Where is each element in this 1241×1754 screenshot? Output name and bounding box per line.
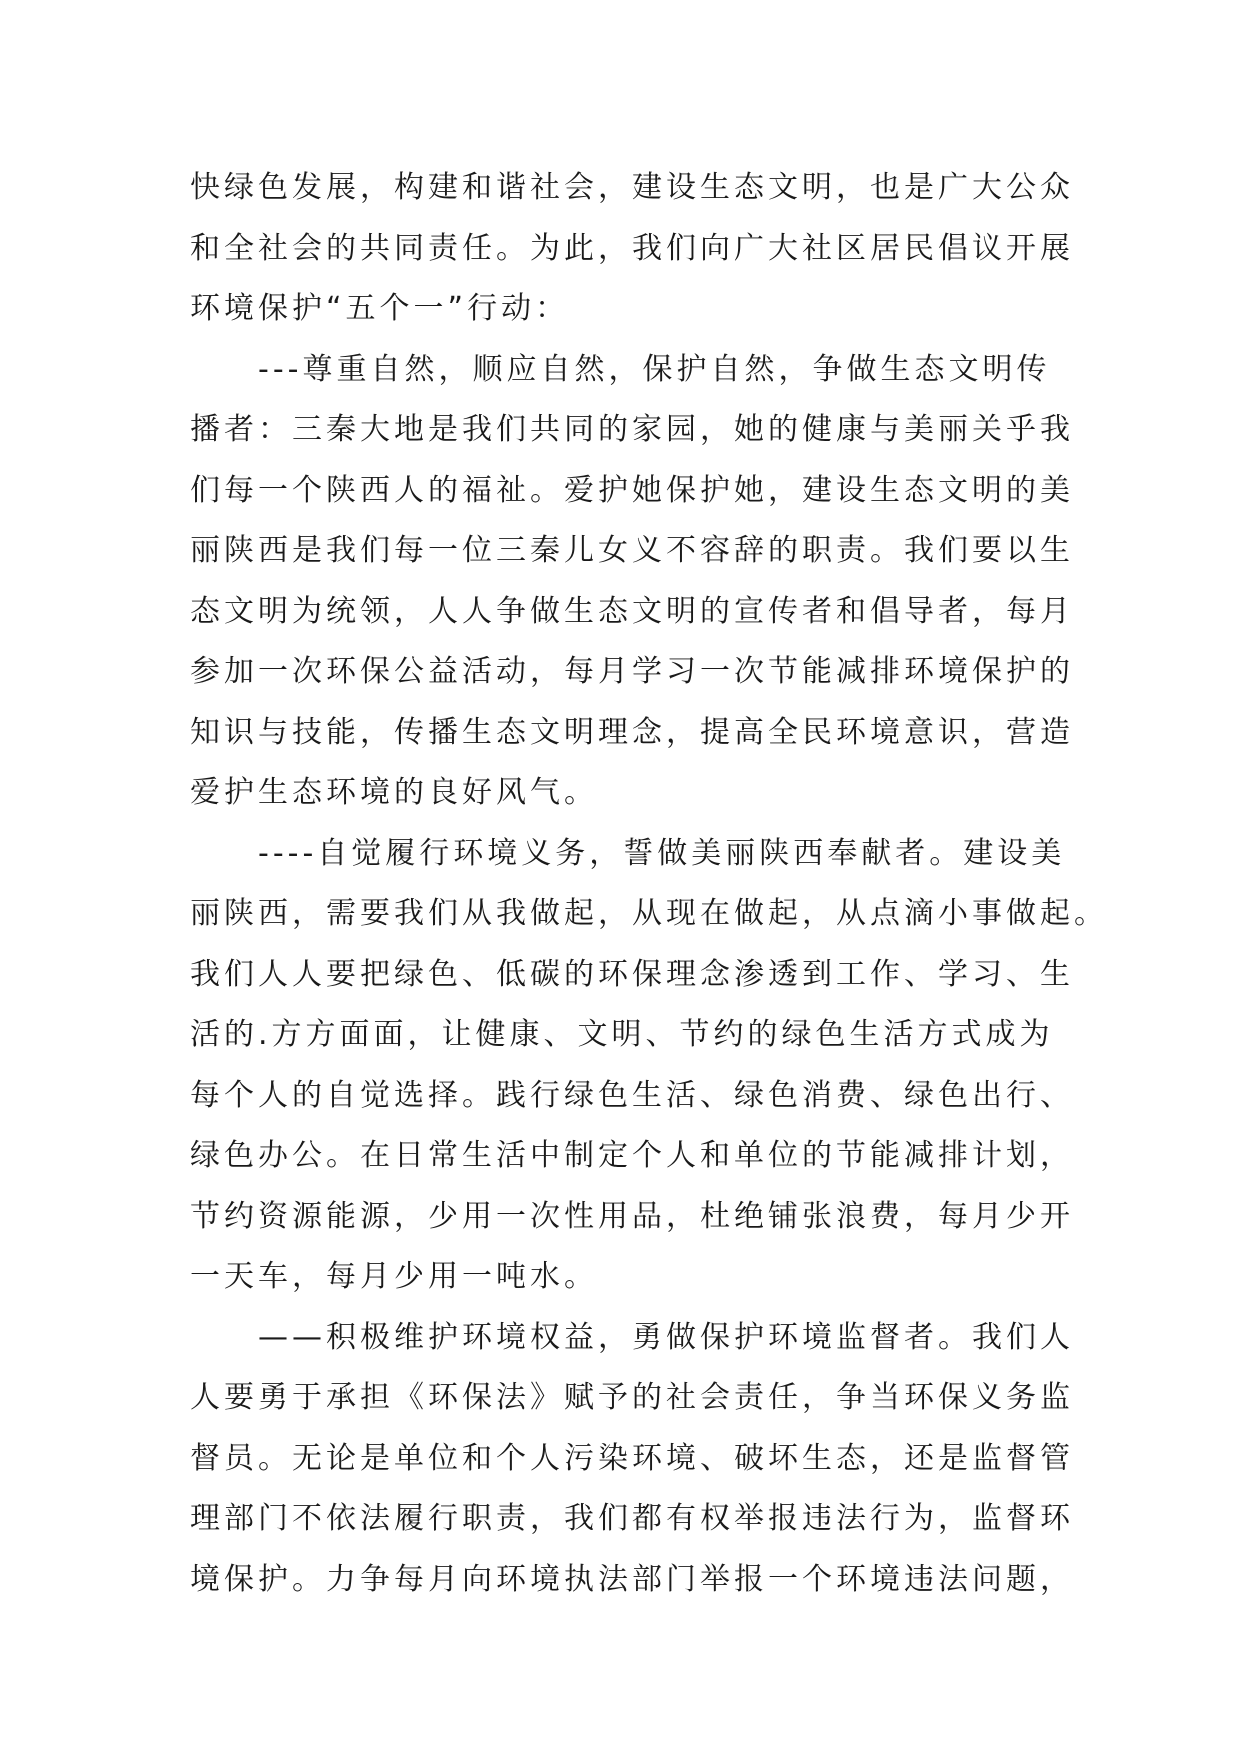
- text-line: 一天车，每月少用一吨水。: [190, 1259, 598, 1294]
- text-line: 知识与技能，传播生态文明理念，提高全民环境意识，营造: [190, 714, 1074, 750]
- text-line: 理部门不依法履行职责，我们都有权举报违法行为，监督环: [190, 1501, 1074, 1536]
- text-line: 们每一个陕西人的福祉。爱护她保护她，建设生态文明的美: [190, 472, 1074, 508]
- text-line: 活的.方方面面，让健康、文明、节约的绿色生活方式成为: [190, 1017, 1054, 1052]
- text-line: 人要勇于承担《环保法》赋予的社会责任，争当环保义务监: [190, 1380, 1074, 1415]
- text-line: 快绿色发展，构建和谐社会，建设生态文明，也是广大公众: [190, 170, 1074, 205]
- paragraph-start-line: ——积极维护环境权益，勇做保护环境监督者。我们人: [258, 1319, 1074, 1355]
- text-line: 参加一次环保公益活动，每月学习一次节能减排环境保护的: [190, 654, 1074, 689]
- paragraph-start-line: ---尊重自然，顺应自然，保护自然，争做生态文明传: [258, 351, 1051, 387]
- text-line: 播者：三秦大地是我们共同的家园，她的健康与美丽关乎我: [190, 412, 1074, 447]
- text-line: 境保护。力争每月向环境执法部门举报一个环境违法问题，: [190, 1561, 1074, 1597]
- text-line: 丽陕西，需要我们从我做起，从现在做起，从点滴小事做起。: [190, 896, 1108, 931]
- text-line: 节约资源能源，少用一次性用品，杜绝铺张浪费，每月少开: [190, 1198, 1074, 1234]
- text-line: 我们人人要把绿色、低碳的环保理念渗透到工作、学习、生: [190, 956, 1074, 992]
- text-line: 环境保护“五个一”行动：: [190, 291, 570, 326]
- document-body: [190, 158, 1108, 1610]
- text-line: 爱护生态环境的良好风气。: [190, 775, 598, 810]
- paragraph-start-line: ----自觉履行环境义务，誓做美丽陕西奉献者。建设美: [258, 835, 1066, 871]
- text-line: 丽陕西是我们每一位三秦儿女义不容辞的职责。我们要以生: [190, 533, 1074, 568]
- text-line: 绿色办公。在日常生活中制定个人和单位的节能减排计划，: [190, 1138, 1074, 1173]
- text-line: 和全社会的共同责任。为此，我们向广大社区居民倡议开展: [190, 230, 1074, 266]
- text-line: 每个人的自觉选择。践行绿色生活、绿色消费、绿色出行、: [190, 1077, 1074, 1113]
- text-line: 督员。无论是单位和个人污染环境、破坏生态，还是监督管: [190, 1440, 1074, 1476]
- text-line: 态文明为统领，人人争做生态文明的宣传者和倡导者，每月: [190, 593, 1074, 629]
